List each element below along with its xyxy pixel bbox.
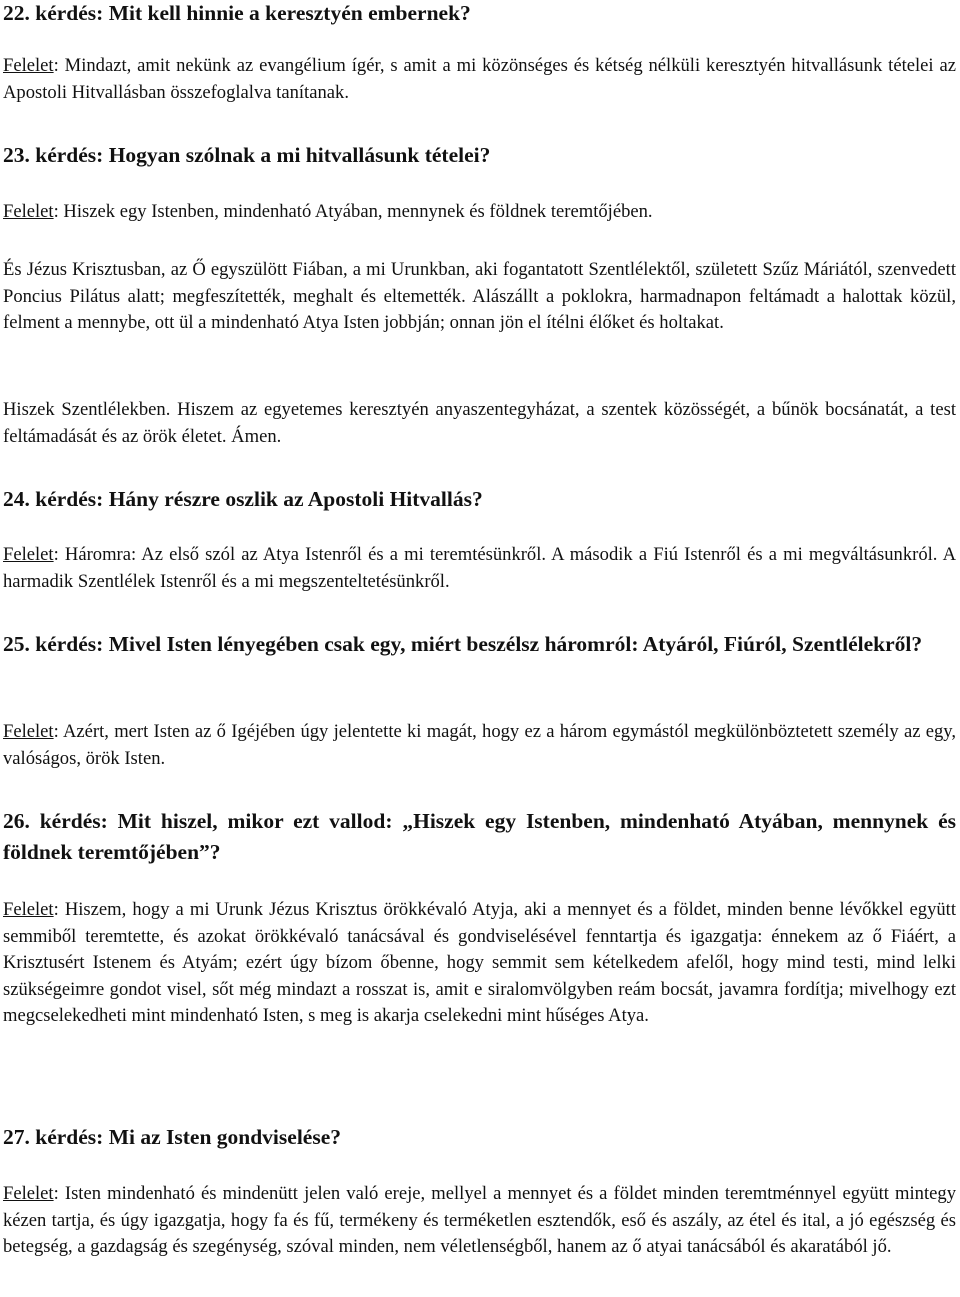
answer-label: Felelet — [3, 721, 54, 742]
question-25-heading: 25. kérdés: Mivel Isten lényegében csak egy, miért beszélsz háromról: Atyáról, Fiúról, Szentlélekről? — [3, 632, 923, 656]
question-27-answer — [3, 1181, 956, 1261]
question-24-answer — [3, 542, 956, 595]
question-22-heading: 22. kérdés: Mit kell hinnie a keresztyén embernek? — [3, 1, 471, 25]
answer-text: : Hiszem, hogy a mi Urunk Jézus Krisztus örökkévaló Atyja, aki a mennyet és a földet, minden benne lévőkkel együtt semmiből teremtette, és azokat örökkévaló tanácsával és gondviselésével fenntartja és igazgatja: énnekem az ő Fiáért, a Krisztusért Istenem és Atyám; ezért úgy bízom őbenne, hogy semmit sem kételkedem afelől, hogy mind testi, mind lelki szükségeimre gondot visel, sőt még mindazt a rosszat is, amit e siralomvölgyben reám bocsát, javamra fordítja; mivelhogy ezt megcselekedheti mint mindenható Isten, s meg is akarja cselekedni mint hűséges Atya. — [3, 899, 956, 1026]
answer-label: Felelet — [3, 899, 54, 920]
question-26-heading: 26. kérdés: Mit hiszel, mikor ezt vallod: „Hiszek egy Istenben, mindenható Atyában, mennynek és földnek teremtőjében”? — [3, 809, 956, 864]
answer-text: : Isten mindenható és mindenütt jelen való ereje, mellyel a mennyet és a földet minden teremtménnyel együtt mintegy kézen tartja, és úgy igazgatja, hogy fa és fű, termékeny és terméketlen esztendők, eső és aszály, az étel és ital, a jó egészség és betegség, a gazdagság és szegénység, szóval minden, nem véletlenségből, hanem az ő atyai tanácsából és akaratából jő. — [3, 1183, 956, 1257]
question-23-paragraph-2: És Jézus Krisztusban, az Ő egyszülött Fiában, a mi Urunkban, aki fogantatott Szentlélektől, született Szűz Máriától, szenvedett Poncius Pilátus alatt; megfeszítették, meghalt és eltemették. Alászállt a poklokra, harmadnapon feltámadt a halottak közül, felment a mennybe, ott ül a mindenható Atya Isten jobbján; onnan jön el ítélni élőket és holtakat. — [3, 259, 956, 333]
answer-text: : Hiszek egy Istenben, mindenható Atyában, mennynek és földnek teremtőjében. — [53, 201, 653, 222]
question-23-paragraph-3: Hiszek Szentlélekben. Hiszem az egyetemes keresztyén anyaszentegyházat, a szentek közösségét, a bűnök bocsánatát, a test feltámadását és az örök életet. Ámen. — [3, 399, 956, 447]
answer-label: Felelet — [3, 55, 54, 76]
question-23-answer — [3, 199, 956, 226]
answer-text: : Mindazt, amit nekünk az evangélium ígér, s amit a mi közönséges és kétség nélküli keresztyén hitvallásunk tételei az Apostoli Hitvallásban összefoglalva tanítanak. — [3, 55, 956, 103]
question-23-heading: 23. kérdés: Hogyan szólnak a mi hitvallásunk tételei? — [3, 143, 491, 167]
question-26-answer — [3, 897, 956, 1030]
question-22-answer — [3, 53, 956, 106]
answer-text: : Azért, mert Isten az ő Igéjében úgy jelentette ki magát, hogy ez a három egymástól megkülönböztetett személy az egy, valóságos, örök Isten. — [3, 721, 956, 769]
question-27-heading: 27. kérdés: Mi az Isten gondviselése? — [3, 1125, 341, 1149]
question-24-heading: 24. kérdés: Hány részre oszlik az Apostoli Hitvallás? — [3, 487, 483, 511]
answer-text: : Háromra: Az első szól az Atya Istenről és a mi teremtésünkről. A második a Fiú Istenről és a mi megváltásunkról. A harmadik Szentlélek Istenről és a mi megszenteltetésünkről. — [3, 544, 956, 592]
answer-label: Felelet — [3, 201, 54, 222]
answer-label: Felelet — [3, 1183, 54, 1204]
question-25-answer — [3, 719, 956, 772]
answer-label: Felelet — [3, 544, 54, 565]
